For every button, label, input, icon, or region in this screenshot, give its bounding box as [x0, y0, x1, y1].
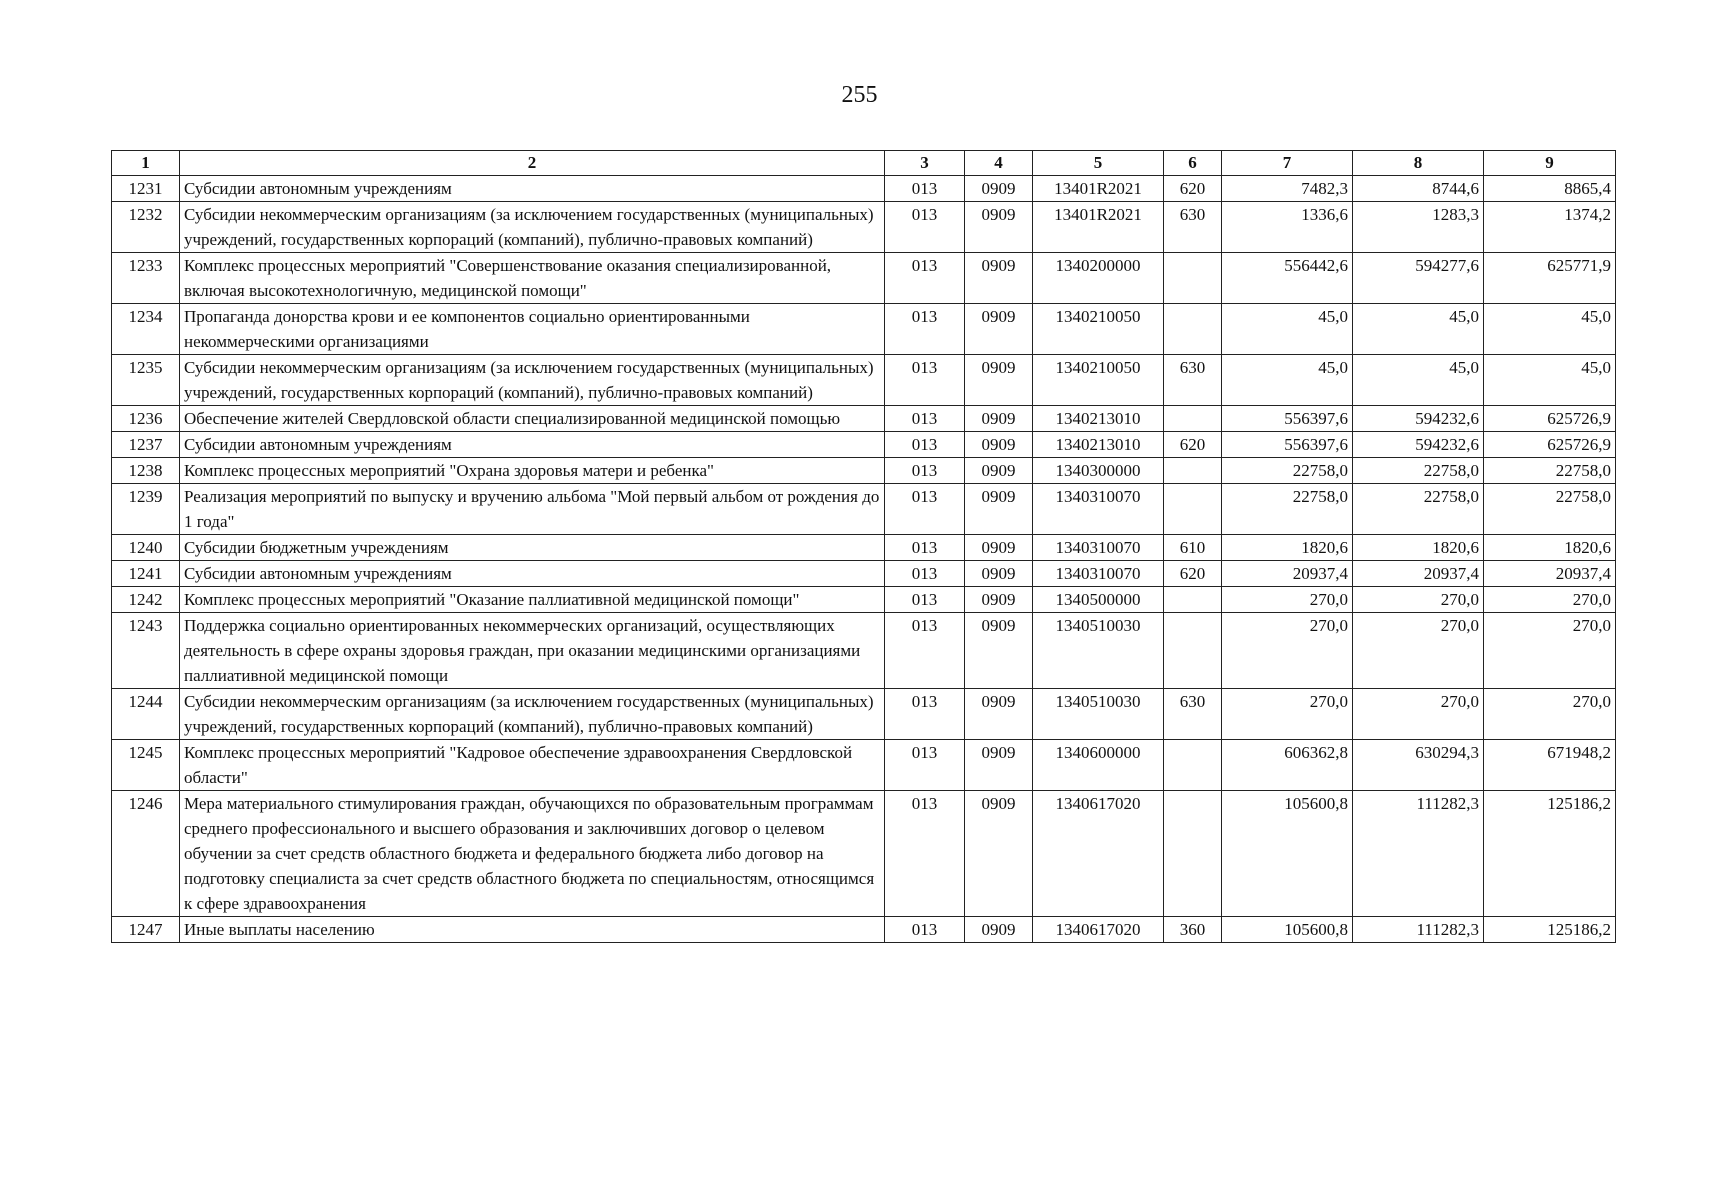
row-amount-col9: 1374,2	[1484, 202, 1616, 253]
row-code-section: 0909	[965, 458, 1033, 484]
row-code-target: 13401R2021	[1033, 176, 1164, 202]
row-amount-col8: 111282,3	[1353, 791, 1484, 917]
row-code-target: 1340310070	[1033, 484, 1164, 535]
row-amount-col7: 1820,6	[1222, 535, 1353, 561]
row-name: Обеспечение жителей Свердловской области специализированной медицинской помощью	[180, 406, 885, 432]
row-name: Комплекс процессных мероприятий "Оказание паллиативной медицинской помощи"	[180, 587, 885, 613]
row-amount-col7: 105600,8	[1222, 791, 1353, 917]
table-row	[112, 689, 1616, 740]
row-code-ministry: 013	[885, 458, 965, 484]
row-code-expense-type: 630	[1164, 355, 1222, 406]
row-code-ministry: 013	[885, 613, 965, 689]
row-code-ministry: 013	[885, 535, 965, 561]
row-name: Иные выплаты населению	[180, 917, 885, 943]
row-code-section: 0909	[965, 791, 1033, 917]
row-amount-col7: 45,0	[1222, 355, 1353, 406]
row-code-target: 1340210050	[1033, 304, 1164, 355]
row-code-ministry: 013	[885, 689, 965, 740]
header-col-9: 9	[1484, 151, 1616, 176]
row-code-target: 1340310070	[1033, 561, 1164, 587]
row-number: 1236	[112, 406, 180, 432]
row-number: 1242	[112, 587, 180, 613]
row-amount-col9: 45,0	[1484, 355, 1616, 406]
row-number: 1237	[112, 432, 180, 458]
row-code-section: 0909	[965, 535, 1033, 561]
row-amount-col7: 20937,4	[1222, 561, 1353, 587]
row-amount-col9: 270,0	[1484, 587, 1616, 613]
row-code-section: 0909	[965, 406, 1033, 432]
row-code-section: 0909	[965, 587, 1033, 613]
row-code-target: 1340617020	[1033, 791, 1164, 917]
table-row	[112, 561, 1616, 587]
row-number: 1240	[112, 535, 180, 561]
row-code-expense-type: 630	[1164, 689, 1222, 740]
row-code-section: 0909	[965, 355, 1033, 406]
row-number: 1241	[112, 561, 180, 587]
header-col-1: 1	[112, 151, 180, 176]
row-name: Пропаганда донорства крови и ее компонентов социально ориентированными некоммерческими организациями	[180, 304, 885, 355]
row-code-section: 0909	[965, 561, 1033, 587]
row-amount-col8: 111282,3	[1353, 917, 1484, 943]
row-code-ministry: 013	[885, 176, 965, 202]
row-amount-col9: 671948,2	[1484, 740, 1616, 791]
table-body	[112, 176, 1616, 943]
row-number: 1245	[112, 740, 180, 791]
table-row	[112, 458, 1616, 484]
header-col-7: 7	[1222, 151, 1353, 176]
row-code-section: 0909	[965, 917, 1033, 943]
row-name: Комплекс процессных мероприятий "Совершенствование оказания специализированной, включая высокотехнологичную, медицинской помощи"	[180, 253, 885, 304]
row-code-ministry: 013	[885, 202, 965, 253]
row-name: Комплекс процессных мероприятий "Охрана здоровья матери и ребенка"	[180, 458, 885, 484]
table-row	[112, 613, 1616, 689]
row-amount-col9: 1820,6	[1484, 535, 1616, 561]
row-amount-col7: 556397,6	[1222, 406, 1353, 432]
row-amount-col9: 625771,9	[1484, 253, 1616, 304]
page-number: 255	[841, 82, 878, 108]
row-code-section: 0909	[965, 484, 1033, 535]
table-row	[112, 535, 1616, 561]
table-row	[112, 253, 1616, 304]
row-code-expense-type	[1164, 740, 1222, 791]
row-code-target: 1340600000	[1033, 740, 1164, 791]
row-amount-col9: 125186,2	[1484, 791, 1616, 917]
row-name: Комплекс процессных мероприятий "Кадровое обеспечение здравоохранения Свердловской области"	[180, 740, 885, 791]
row-amount-col9: 8865,4	[1484, 176, 1616, 202]
row-number: 1247	[112, 917, 180, 943]
row-amount-col9: 45,0	[1484, 304, 1616, 355]
row-code-section: 0909	[965, 176, 1033, 202]
row-number: 1231	[112, 176, 180, 202]
row-code-section: 0909	[965, 202, 1033, 253]
row-code-expense-type: 620	[1164, 176, 1222, 202]
row-amount-col7: 270,0	[1222, 587, 1353, 613]
row-amount-col7: 270,0	[1222, 613, 1353, 689]
row-amount-col8: 594232,6	[1353, 406, 1484, 432]
row-name: Мера материального стимулирования граждан, обучающихся по образовательным программам среднего профессионального и высшего образования и заключивших договор о целевом обучении за счет средств областного бюджета и федерального бюджета либо договор на подготовку специалиста за счет средств областного бюджета по специальностям, относящимся к сфере здравоохранения	[180, 791, 885, 917]
row-number: 1232	[112, 202, 180, 253]
row-amount-col8: 45,0	[1353, 304, 1484, 355]
row-code-target: 1340500000	[1033, 587, 1164, 613]
row-code-section: 0909	[965, 253, 1033, 304]
row-code-target: 1340617020	[1033, 917, 1164, 943]
row-code-ministry: 013	[885, 740, 965, 791]
header-col-8: 8	[1353, 151, 1484, 176]
row-amount-col9: 270,0	[1484, 689, 1616, 740]
row-code-target: 13401R2021	[1033, 202, 1164, 253]
row-amount-col9: 125186,2	[1484, 917, 1616, 943]
row-code-expense-type: 360	[1164, 917, 1222, 943]
row-code-target: 1340510030	[1033, 689, 1164, 740]
row-amount-col9: 22758,0	[1484, 484, 1616, 535]
header-row	[112, 151, 1616, 176]
row-amount-col8: 594277,6	[1353, 253, 1484, 304]
row-amount-col7: 1336,6	[1222, 202, 1353, 253]
row-number: 1244	[112, 689, 180, 740]
row-name: Реализация мероприятий по выпуску и вручению альбома "Мой первый альбом от рождения до 1 года"	[180, 484, 885, 535]
row-code-target: 1340200000	[1033, 253, 1164, 304]
row-code-expense-type: 620	[1164, 561, 1222, 587]
row-name: Субсидии некоммерческим организациям (за исключением государственных (муниципальных) учреждений, государственных корпораций (компаний), публично-правовых компаний)	[180, 689, 885, 740]
row-amount-col9: 20937,4	[1484, 561, 1616, 587]
row-code-ministry: 013	[885, 917, 965, 943]
row-code-target: 1340213010	[1033, 432, 1164, 458]
table-row	[112, 587, 1616, 613]
row-code-ministry: 013	[885, 432, 965, 458]
row-name: Субсидии бюджетным учреждениям	[180, 535, 885, 561]
row-name: Субсидии автономным учреждениям	[180, 176, 885, 202]
table-row	[112, 355, 1616, 406]
row-code-expense-type	[1164, 613, 1222, 689]
row-code-section: 0909	[965, 304, 1033, 355]
row-amount-col8: 630294,3	[1353, 740, 1484, 791]
row-amount-col7: 22758,0	[1222, 484, 1353, 535]
row-amount-col8: 20937,4	[1353, 561, 1484, 587]
header-col-4: 4	[965, 151, 1033, 176]
table-row	[112, 406, 1616, 432]
row-amount-col9: 625726,9	[1484, 406, 1616, 432]
row-number: 1235	[112, 355, 180, 406]
row-number: 1243	[112, 613, 180, 689]
row-code-expense-type	[1164, 484, 1222, 535]
row-amount-col8: 22758,0	[1353, 484, 1484, 535]
row-code-expense-type: 620	[1164, 432, 1222, 458]
row-code-target: 1340510030	[1033, 613, 1164, 689]
row-code-target: 1340300000	[1033, 458, 1164, 484]
row-amount-col7: 556397,6	[1222, 432, 1353, 458]
row-amount-col8: 1820,6	[1353, 535, 1484, 561]
header-col-5: 5	[1033, 151, 1164, 176]
row-code-section: 0909	[965, 740, 1033, 791]
row-amount-col7: 270,0	[1222, 689, 1353, 740]
table-row	[112, 791, 1616, 917]
row-code-ministry: 013	[885, 587, 965, 613]
row-code-expense-type: 630	[1164, 202, 1222, 253]
row-amount-col8: 22758,0	[1353, 458, 1484, 484]
row-code-expense-type	[1164, 253, 1222, 304]
row-code-ministry: 013	[885, 406, 965, 432]
row-amount-col8: 270,0	[1353, 689, 1484, 740]
row-name: Субсидии некоммерческим организациям (за исключением государственных (муниципальных) учреждений, государственных корпораций (компаний), публично-правовых компаний)	[180, 202, 885, 253]
row-code-section: 0909	[965, 432, 1033, 458]
row-code-target: 1340210050	[1033, 355, 1164, 406]
row-code-ministry: 013	[885, 304, 965, 355]
row-number: 1234	[112, 304, 180, 355]
row-code-expense-type	[1164, 587, 1222, 613]
row-code-expense-type	[1164, 458, 1222, 484]
row-number: 1246	[112, 791, 180, 917]
table-row	[112, 740, 1616, 791]
table-row	[112, 202, 1616, 253]
row-number: 1238	[112, 458, 180, 484]
row-number: 1239	[112, 484, 180, 535]
row-amount-col7: 22758,0	[1222, 458, 1353, 484]
row-code-expense-type: 610	[1164, 535, 1222, 561]
budget-table	[111, 150, 1616, 943]
row-code-target: 1340310070	[1033, 535, 1164, 561]
table-row	[112, 304, 1616, 355]
row-amount-col8: 594232,6	[1353, 432, 1484, 458]
row-name: Субсидии автономным учреждениям	[180, 561, 885, 587]
row-amount-col7: 556442,6	[1222, 253, 1353, 304]
row-code-expense-type	[1164, 791, 1222, 917]
header-col-6: 6	[1164, 151, 1222, 176]
row-amount-col7: 7482,3	[1222, 176, 1353, 202]
row-amount-col8: 270,0	[1353, 613, 1484, 689]
row-code-section: 0909	[965, 613, 1033, 689]
header-col-3: 3	[885, 151, 965, 176]
row-amount-col8: 270,0	[1353, 587, 1484, 613]
row-amount-col8: 45,0	[1353, 355, 1484, 406]
row-amount-col9: 625726,9	[1484, 432, 1616, 458]
row-number: 1233	[112, 253, 180, 304]
row-name: Поддержка социально ориентированных некоммерческих организаций, осуществляющих деятельность в сфере охраны здоровья граждан, при оказании медицинскими организациями паллиативной медицинской помощи	[180, 613, 885, 689]
header-col-2: 2	[180, 151, 885, 176]
row-code-ministry: 013	[885, 791, 965, 917]
row-amount-col7: 105600,8	[1222, 917, 1353, 943]
row-name: Субсидии некоммерческим организациям (за исключением государственных (муниципальных) учреждений, государственных корпораций (компаний), публично-правовых компаний)	[180, 355, 885, 406]
row-code-expense-type	[1164, 304, 1222, 355]
row-amount-col7: 45,0	[1222, 304, 1353, 355]
row-code-ministry: 013	[885, 355, 965, 406]
table-row	[112, 176, 1616, 202]
row-code-ministry: 013	[885, 484, 965, 535]
row-amount-col7: 606362,8	[1222, 740, 1353, 791]
row-code-target: 1340213010	[1033, 406, 1164, 432]
table-row	[112, 484, 1616, 535]
row-code-ministry: 013	[885, 253, 965, 304]
table-header	[112, 151, 1616, 176]
row-amount-col9: 270,0	[1484, 613, 1616, 689]
row-amount-col8: 8744,6	[1353, 176, 1484, 202]
row-name: Субсидии автономным учреждениям	[180, 432, 885, 458]
row-code-section: 0909	[965, 689, 1033, 740]
row-code-ministry: 013	[885, 561, 965, 587]
row-code-expense-type	[1164, 406, 1222, 432]
row-amount-col8: 1283,3	[1353, 202, 1484, 253]
table-row	[112, 917, 1616, 943]
row-amount-col9: 22758,0	[1484, 458, 1616, 484]
table-row	[112, 432, 1616, 458]
